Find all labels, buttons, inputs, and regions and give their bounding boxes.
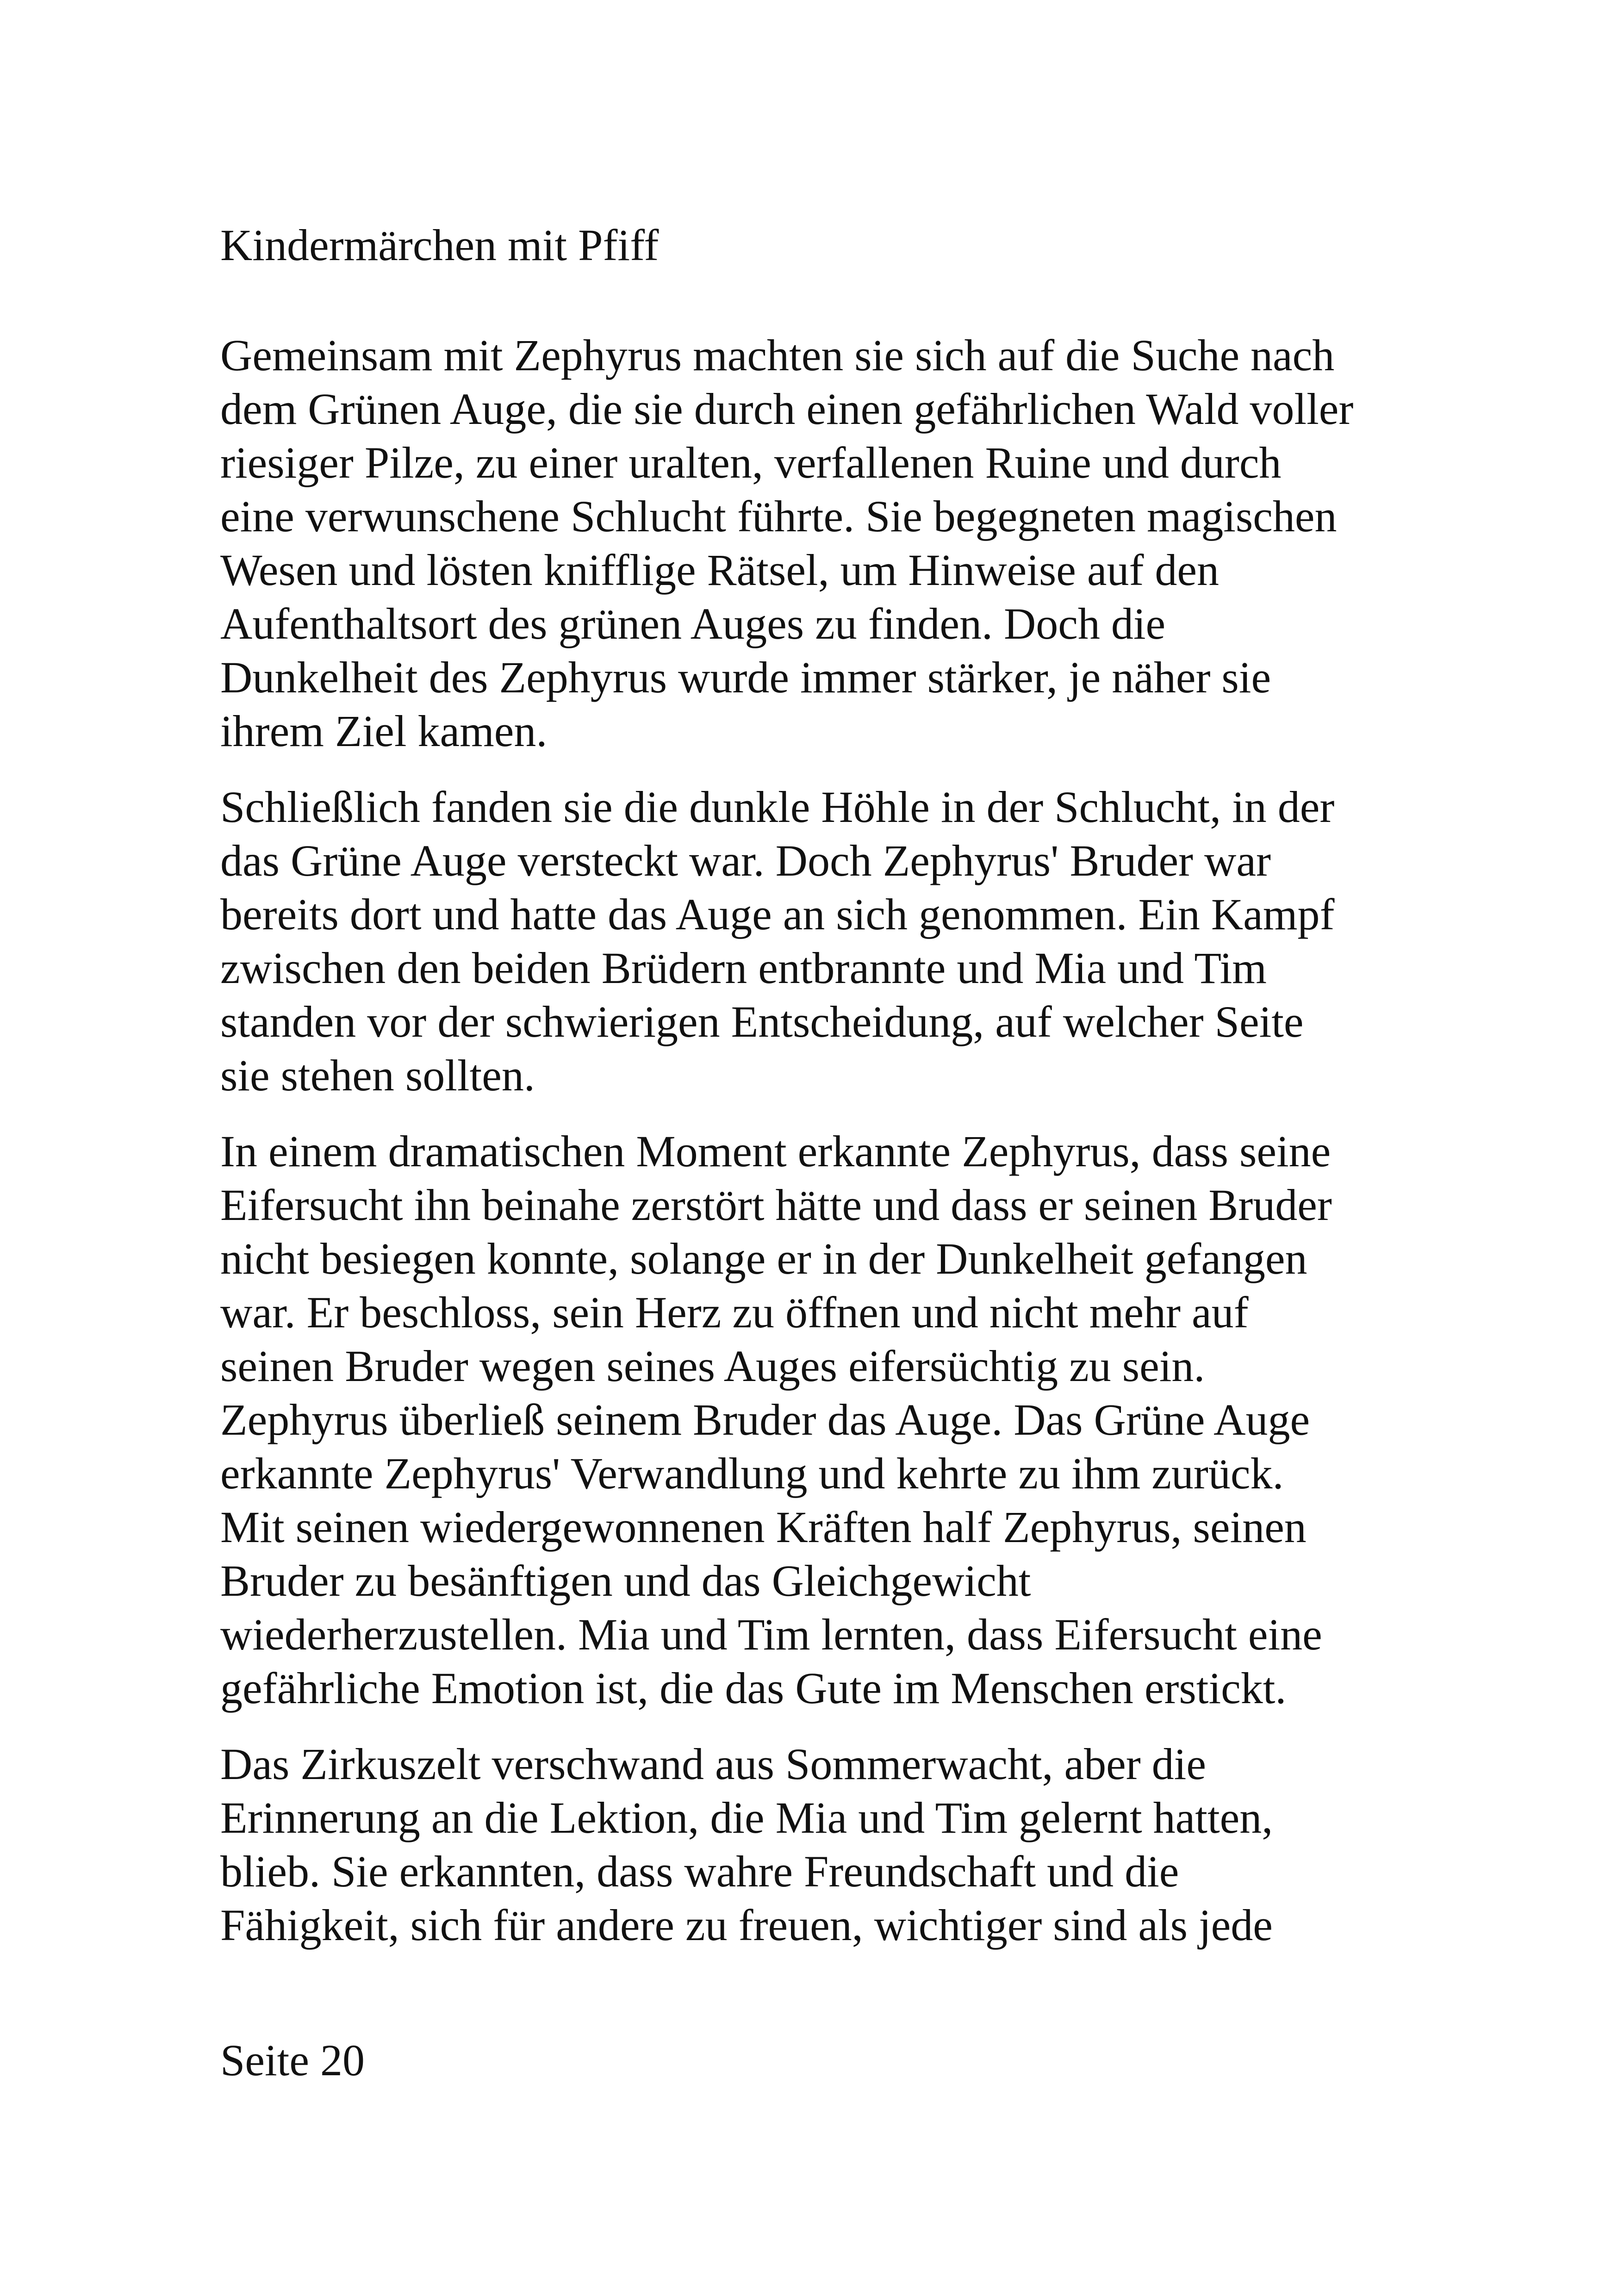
- text-line: erkannte Zephyrus' Verwandlung und kehrte zu ihm zurück.: [220, 1449, 1284, 1498]
- text-line: Gemeinsam mit Zephyrus machten sie sich auf die Suche nach: [220, 330, 1335, 380]
- text-line: Schließlich fanden sie die dunkle Höhle in der Schlucht, in der: [220, 782, 1335, 832]
- text-line: gefährliche Emotion ist, die das Gute im Menschen erstickt.: [220, 1663, 1287, 1713]
- paragraph-4: [220, 1737, 1424, 1952]
- text-line: Dunkelheit des Zephyrus wurde immer stärker, je näher sie: [220, 653, 1271, 702]
- text-line: Das Zirkuszelt verschwand aus Sommerwacht, aber die: [220, 1739, 1206, 1789]
- document-header-title: Kindermärchen mit Pfiff: [220, 220, 659, 270]
- text-line: dem Grünen Auge, die sie durch einen gefährlichen Wald voller: [220, 384, 1354, 434]
- text-line: eine verwunschene Schlucht führte. Sie begegneten magischen: [220, 492, 1337, 541]
- text-line: Wesen und lösten knifflige Rätsel, um Hinweise auf den: [220, 545, 1220, 595]
- text-line: blieb. Sie erkannten, dass wahre Freundschaft und die: [220, 1847, 1179, 1896]
- text-line: seinen Bruder wegen seines Auges eifersüchtig zu sein.: [220, 1341, 1205, 1391]
- text-line: standen vor der schwierigen Entscheidung, auf welcher Seite: [220, 997, 1304, 1046]
- text-line: war. Er beschloss, sein Herz zu öffnen und nicht mehr auf: [220, 1288, 1249, 1337]
- text-line: zwischen den beiden Brüdern entbrannte und Mia und Tim: [220, 943, 1267, 993]
- text-line: Eifersucht ihn beinahe zerstört hätte und dass er seinen Bruder: [220, 1180, 1332, 1230]
- text-line: sie stehen sollten.: [220, 1051, 535, 1100]
- text-line: Aufenthaltsort des grünen Auges zu finden. Doch die: [220, 599, 1166, 648]
- text-line: bereits dort und hatte das Auge an sich genommen. Ein Kampf: [220, 890, 1335, 939]
- text-line: riesiger Pilze, zu einer uralten, verfallenen Ruine und durch: [220, 438, 1282, 487]
- paragraph-3: [220, 1125, 1424, 1715]
- text-line: das Grüne Auge versteckt war. Doch Zephyrus' Bruder war: [220, 836, 1271, 885]
- page-number: Seite 20: [220, 2035, 365, 2085]
- text-line: wiederherzustellen. Mia und Tim lernten, dass Eifersucht eine: [220, 1610, 1322, 1659]
- text-line: Bruder zu besänftigen und das Gleichgewicht: [220, 1556, 1031, 1605]
- text-line: In einem dramatischen Moment erkannte Zephyrus, dass seine: [220, 1126, 1331, 1176]
- text-line: Mit seinen wiedergewonnenen Kräften half Zephyrus, seinen: [220, 1502, 1307, 1552]
- text-line: Zephyrus überließ seinem Bruder das Auge. Das Grüne Auge: [220, 1395, 1310, 1444]
- text-line: Erinnerung an die Lektion, die Mia und Tim gelernt hatten,: [220, 1793, 1273, 1842]
- text-line: Fähigkeit, sich für andere zu freuen, wichtiger sind als jede: [220, 1900, 1273, 1950]
- document-body: [220, 329, 1424, 1974]
- paragraph-2: [220, 780, 1424, 1102]
- text-line: nicht besiegen konnte, solange er in der Dunkelheit gefangen: [220, 1234, 1307, 1283]
- paragraph-1: [220, 329, 1424, 758]
- text-line: ihrem Ziel kamen.: [220, 706, 548, 756]
